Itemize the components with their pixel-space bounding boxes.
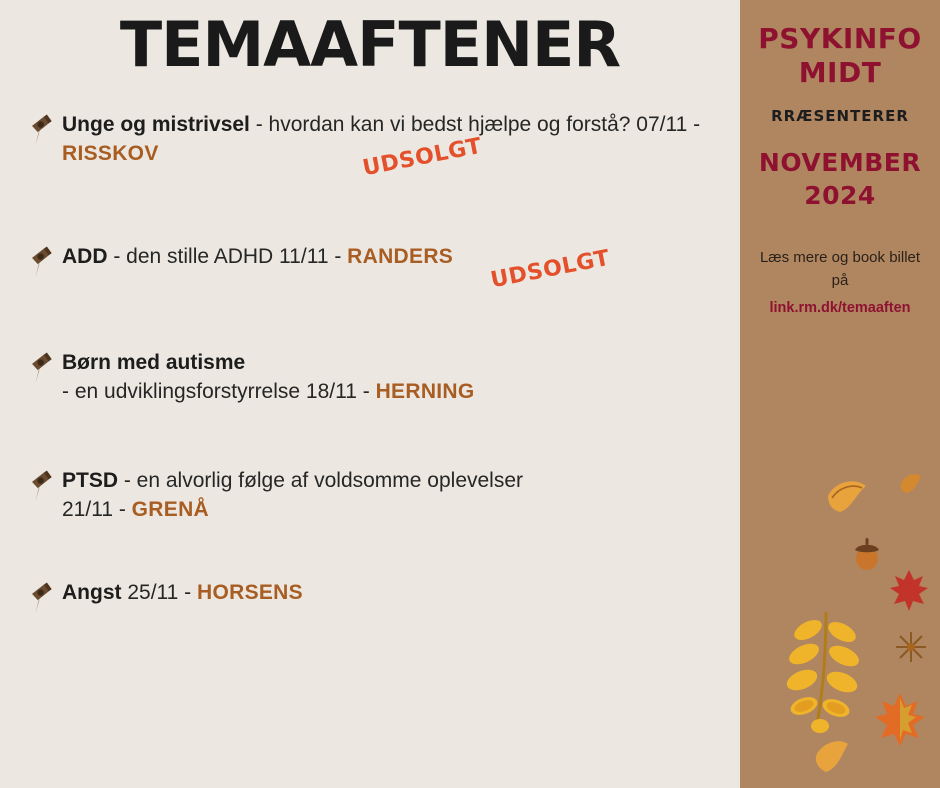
event-list	[0, 111, 740, 618]
event-description: - en udviklingsforstyrrelse 18/11 -	[62, 380, 376, 404]
event-place: GRENÅ	[131, 498, 209, 522]
event-description: - den stille ADHD 11/11 -	[107, 245, 348, 269]
pin-icon	[26, 469, 62, 506]
date-block	[740, 147, 940, 212]
brand-line-2: MIDT	[798, 55, 882, 89]
event-text	[62, 243, 726, 294]
pin-icon	[26, 351, 62, 388]
event-text	[62, 349, 726, 407]
pin-icon	[26, 581, 62, 618]
presents-label: RRÆSENTERER	[771, 107, 909, 126]
event-line-2	[62, 496, 726, 525]
event-line-2	[62, 378, 726, 407]
list-item	[26, 111, 726, 191]
leaf-icon	[898, 470, 924, 496]
event-title: Børn med autisme	[62, 351, 246, 375]
month-label: NOVEMBER	[758, 148, 922, 178]
booking-text: Læs mere og book billet på	[759, 249, 921, 290]
seed-pod-icon	[894, 630, 928, 664]
event-line-1	[62, 467, 726, 496]
status-badge: UDSOLGT	[360, 133, 485, 182]
event-title: PTSD	[62, 469, 119, 493]
list-item	[26, 579, 726, 618]
booking-link[interactable]: link.rm.dk/temaaften	[769, 299, 911, 316]
event-place: HORSENS	[197, 581, 303, 605]
list-item	[26, 349, 726, 409]
maple-leaf-icon	[888, 568, 930, 612]
status-badge: UDSOLGT	[488, 245, 613, 294]
pin-icon	[26, 245, 62, 282]
leaf-icon	[812, 736, 852, 776]
event-text	[62, 579, 726, 608]
event-description: - en alvorlig følge af voldsomme oplevelser	[118, 469, 524, 493]
maple-leaf-icon	[872, 690, 928, 748]
brand-line-1: PSYKINFO	[758, 22, 922, 55]
event-place: RANDERS	[347, 245, 454, 269]
brand-name	[740, 22, 940, 89]
event-place: RISSKOV	[62, 142, 159, 166]
list-item	[26, 467, 726, 527]
pin-icon	[26, 113, 62, 150]
list-item	[26, 243, 726, 294]
event-title: ADD	[62, 245, 108, 269]
event-description: - hvordan kan vi bedst hjælpe og forstå? 07/11 -	[249, 113, 701, 137]
event-title: Unge og mistrivsel	[62, 113, 250, 137]
event-title: Angst	[62, 581, 122, 605]
event-text	[62, 111, 726, 182]
booking-info	[740, 246, 940, 319]
leaf-icon	[822, 474, 870, 516]
year-label: 2024	[804, 180, 876, 210]
page-title: TEMAAFTENER	[119, 8, 621, 81]
compound-leaf-icon	[774, 606, 870, 736]
event-place: HERNING	[375, 380, 475, 404]
event-date: 21/11 -	[62, 498, 132, 522]
acorn-icon	[850, 536, 884, 572]
event-description: 25/11 -	[121, 581, 197, 605]
event-text	[62, 467, 726, 525]
sidebar	[740, 0, 940, 788]
